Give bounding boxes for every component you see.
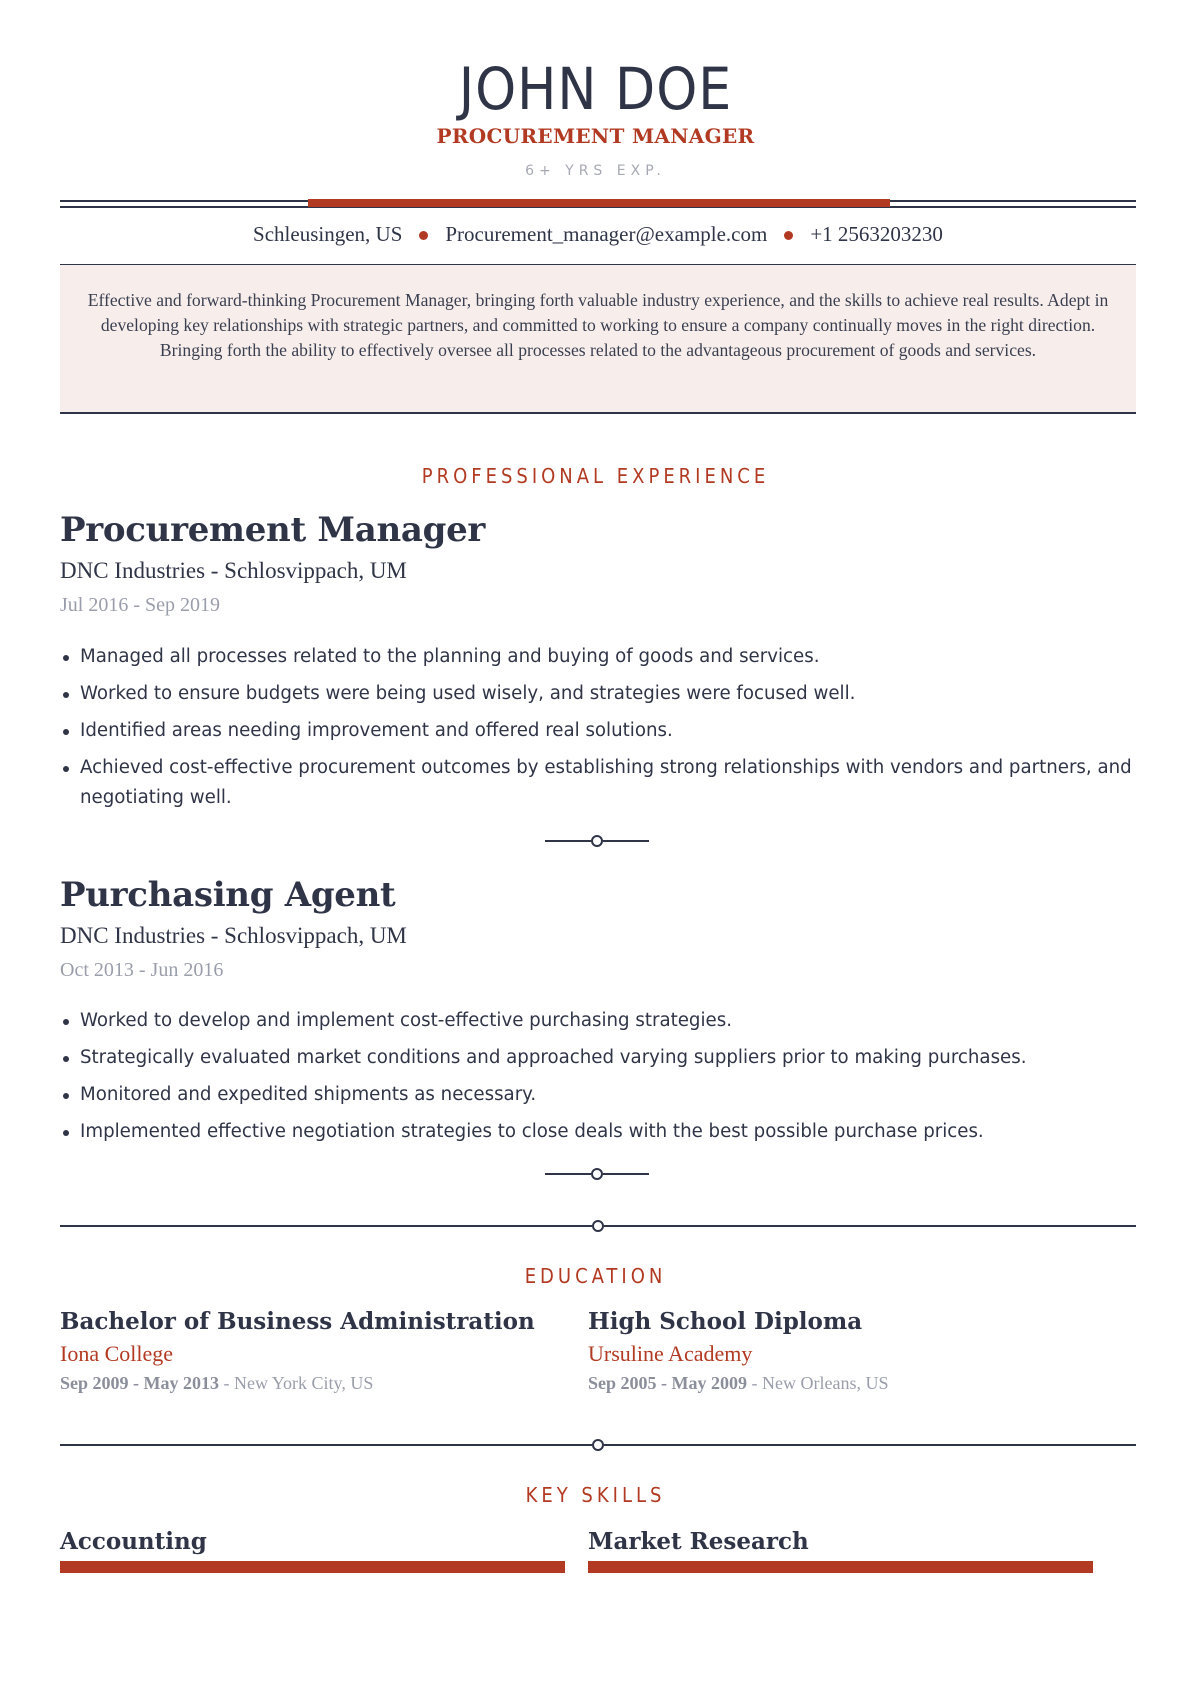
education-entry bbox=[60, 1308, 580, 1394]
list-item: Worked to ensure budgets were being used wisely, and strategies were focused well. bbox=[60, 679, 1140, 709]
section-divider bbox=[60, 1220, 1136, 1232]
summary-rule bbox=[60, 412, 1136, 414]
skill-bar-track bbox=[588, 1561, 1093, 1573]
education-meta: Sep 2005 - May 2009 - New Orleans, US bbox=[588, 1373, 889, 1393]
job-dates: Oct 2013 - Jun 2016 bbox=[60, 959, 224, 981]
experience-heading: PROFESSIONAL EXPERIENCE bbox=[421, 464, 770, 488]
years-experience: 6+ YRS EXP. bbox=[525, 163, 666, 179]
skill-item bbox=[588, 1528, 1093, 1573]
skill-name: Accounting bbox=[60, 1528, 207, 1555]
education-location: New York City, US bbox=[234, 1373, 374, 1393]
candidate-title: PROCUREMENT MANAGER bbox=[436, 124, 755, 148]
contact-line bbox=[60, 222, 1136, 247]
skill-bar bbox=[588, 1561, 1093, 1573]
contact-phone[interactable]: +1 2563203230 bbox=[810, 222, 943, 246]
education-dates: Sep 2005 - May 2009 bbox=[588, 1373, 747, 1393]
skill-bar-track bbox=[60, 1561, 565, 1573]
skill-name: Market Research bbox=[588, 1528, 809, 1555]
skill-bar bbox=[60, 1561, 565, 1573]
job-bullets bbox=[60, 1006, 1140, 1154]
education-degree: High School Diploma bbox=[588, 1308, 863, 1335]
separator-dot bbox=[784, 231, 793, 240]
education-location: New Orleans, US bbox=[762, 1373, 889, 1393]
separator-dot bbox=[419, 231, 428, 240]
job-company: DNC Industries - Schlosvippach, UM bbox=[60, 923, 407, 948]
list-item: Worked to develop and implement cost-effective purchasing strategies. bbox=[60, 1006, 1140, 1036]
section-divider bbox=[60, 1439, 1136, 1451]
skills-heading: KEY SKILLS bbox=[525, 1483, 666, 1507]
education-school: Ursuline Academy bbox=[588, 1341, 753, 1366]
list-item: Implemented effective negotiation strategies to close deals with the best possible purchase prices. bbox=[60, 1117, 1140, 1147]
candidate-name: JOHN DOE bbox=[458, 55, 733, 123]
job-role: Procurement Manager bbox=[60, 510, 486, 550]
education-meta: Sep 2009 - May 2013 - New York City, US bbox=[60, 1373, 374, 1393]
education-school: Iona College bbox=[60, 1341, 174, 1366]
list-item: Managed all processes related to the planning and buying of goods and services. bbox=[60, 642, 1140, 672]
contact-location: Schleusingen, US bbox=[253, 222, 403, 246]
job-role: Purchasing Agent bbox=[60, 875, 396, 915]
job-divider bbox=[545, 835, 649, 847]
contact-email[interactable]: Procurement_manager@example.com bbox=[445, 222, 768, 246]
list-item: Identified areas needing improvement and offered real solutions. bbox=[60, 716, 1140, 746]
list-item: Achieved cost-effective procurement outcomes by establishing strong relationships with vendors and partners, and negotiating well. bbox=[60, 753, 1140, 813]
education-degree: Bachelor of Business Administration bbox=[60, 1308, 535, 1335]
education-entry bbox=[588, 1308, 1128, 1394]
summary-box: Effective and forward-thinking Procurement Manager, bringing forth valuable industry experience, and the skills to achieve real results. Adept in developing key relationships with strategic partners, and committed to working to ensure a company continually moves in the right direction. Bringing forth the ability to effectively oversee all processes related to the advantageous procurement of goods and services. bbox=[60, 265, 1136, 412]
header-accent-bar bbox=[308, 199, 890, 207]
job-dates: Jul 2016 - Sep 2019 bbox=[60, 594, 220, 616]
skill-item bbox=[60, 1528, 565, 1573]
job-bullets bbox=[60, 642, 1140, 820]
list-item: Strategically evaluated market conditions and approached varying suppliers prior to making purchases. bbox=[60, 1043, 1140, 1073]
job-company: DNC Industries - Schlosvippach, UM bbox=[60, 558, 407, 583]
list-item: Monitored and expedited shipments as necessary. bbox=[60, 1080, 1140, 1110]
education-heading: EDUCATION bbox=[524, 1264, 667, 1288]
job-divider bbox=[545, 1168, 649, 1180]
education-dates: Sep 2009 - May 2013 bbox=[60, 1373, 219, 1393]
